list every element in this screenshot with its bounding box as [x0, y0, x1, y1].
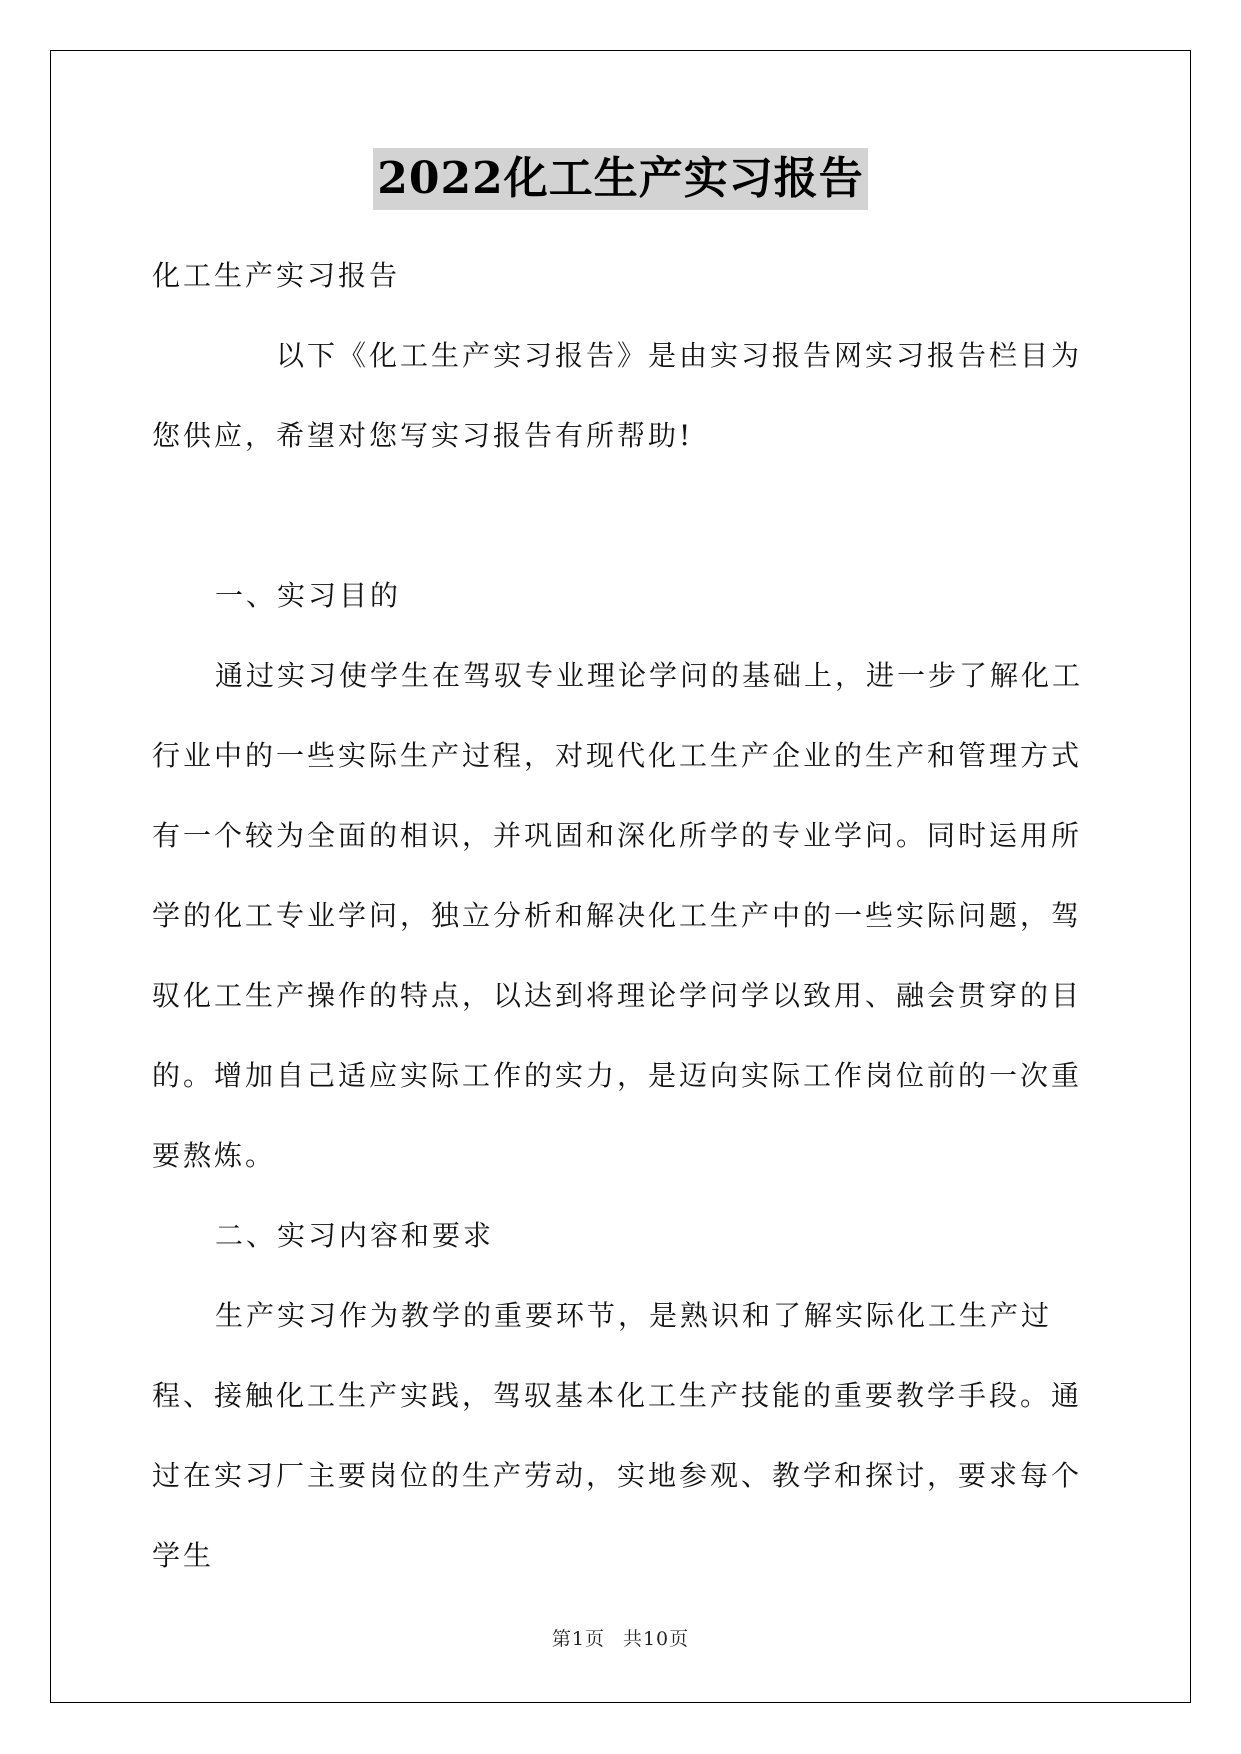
document-body — [152, 236, 1092, 1596]
section-1-heading: 一、实习目的 — [215, 579, 402, 612]
page-footer — [0, 1624, 1241, 1651]
blank-line — [152, 476, 1092, 556]
intro-line-1: 以下《化工生产实习报告》是由实习报告网实习报告栏目为 — [276, 339, 1083, 372]
document-title: 2022化工生产实习报告 — [373, 148, 867, 210]
section-2-heading: 二、实习内容和要求 — [215, 1219, 495, 1252]
title-container — [0, 148, 1241, 210]
section-1-paragraph: 通过实习使学生在驾驭专业理论学问的基础上，进一步了解化工行业中的一些实际生产过程，对现代化工生产企业的生产和管理方式有一个较为全面的相识，并巩固和深化所学的专业学问。同时运用所学的化工专业学问，独立分析和解决化工生产中的一些实际问题，驾驭化工生产操作的特点，以达到将理论学问学以致用、融会贯穿的目的。增加自己适应实际工作的实力，是迈向实际工作岗位前的一次重要熬炼。 — [152, 659, 1084, 1172]
section-2-paragraph: 生产实习作为教学的重要环节，是熟识和了解实际化工生产过程、接触化工生产实践，驾驭基本化工生产技能的重要教学手段。通过在实习厂主要岗位的生产劳动，实地参观、教学和探讨，要求每个学生 — [152, 1299, 1083, 1572]
intro-line-2: 您供应，希望对您写实习报告有所帮助! — [152, 419, 694, 452]
document-subtitle: 化工生产实习报告 — [152, 259, 401, 292]
page-number-total: 共10页 — [622, 1628, 690, 1650]
page-number-current: 第1页 — [551, 1628, 605, 1650]
